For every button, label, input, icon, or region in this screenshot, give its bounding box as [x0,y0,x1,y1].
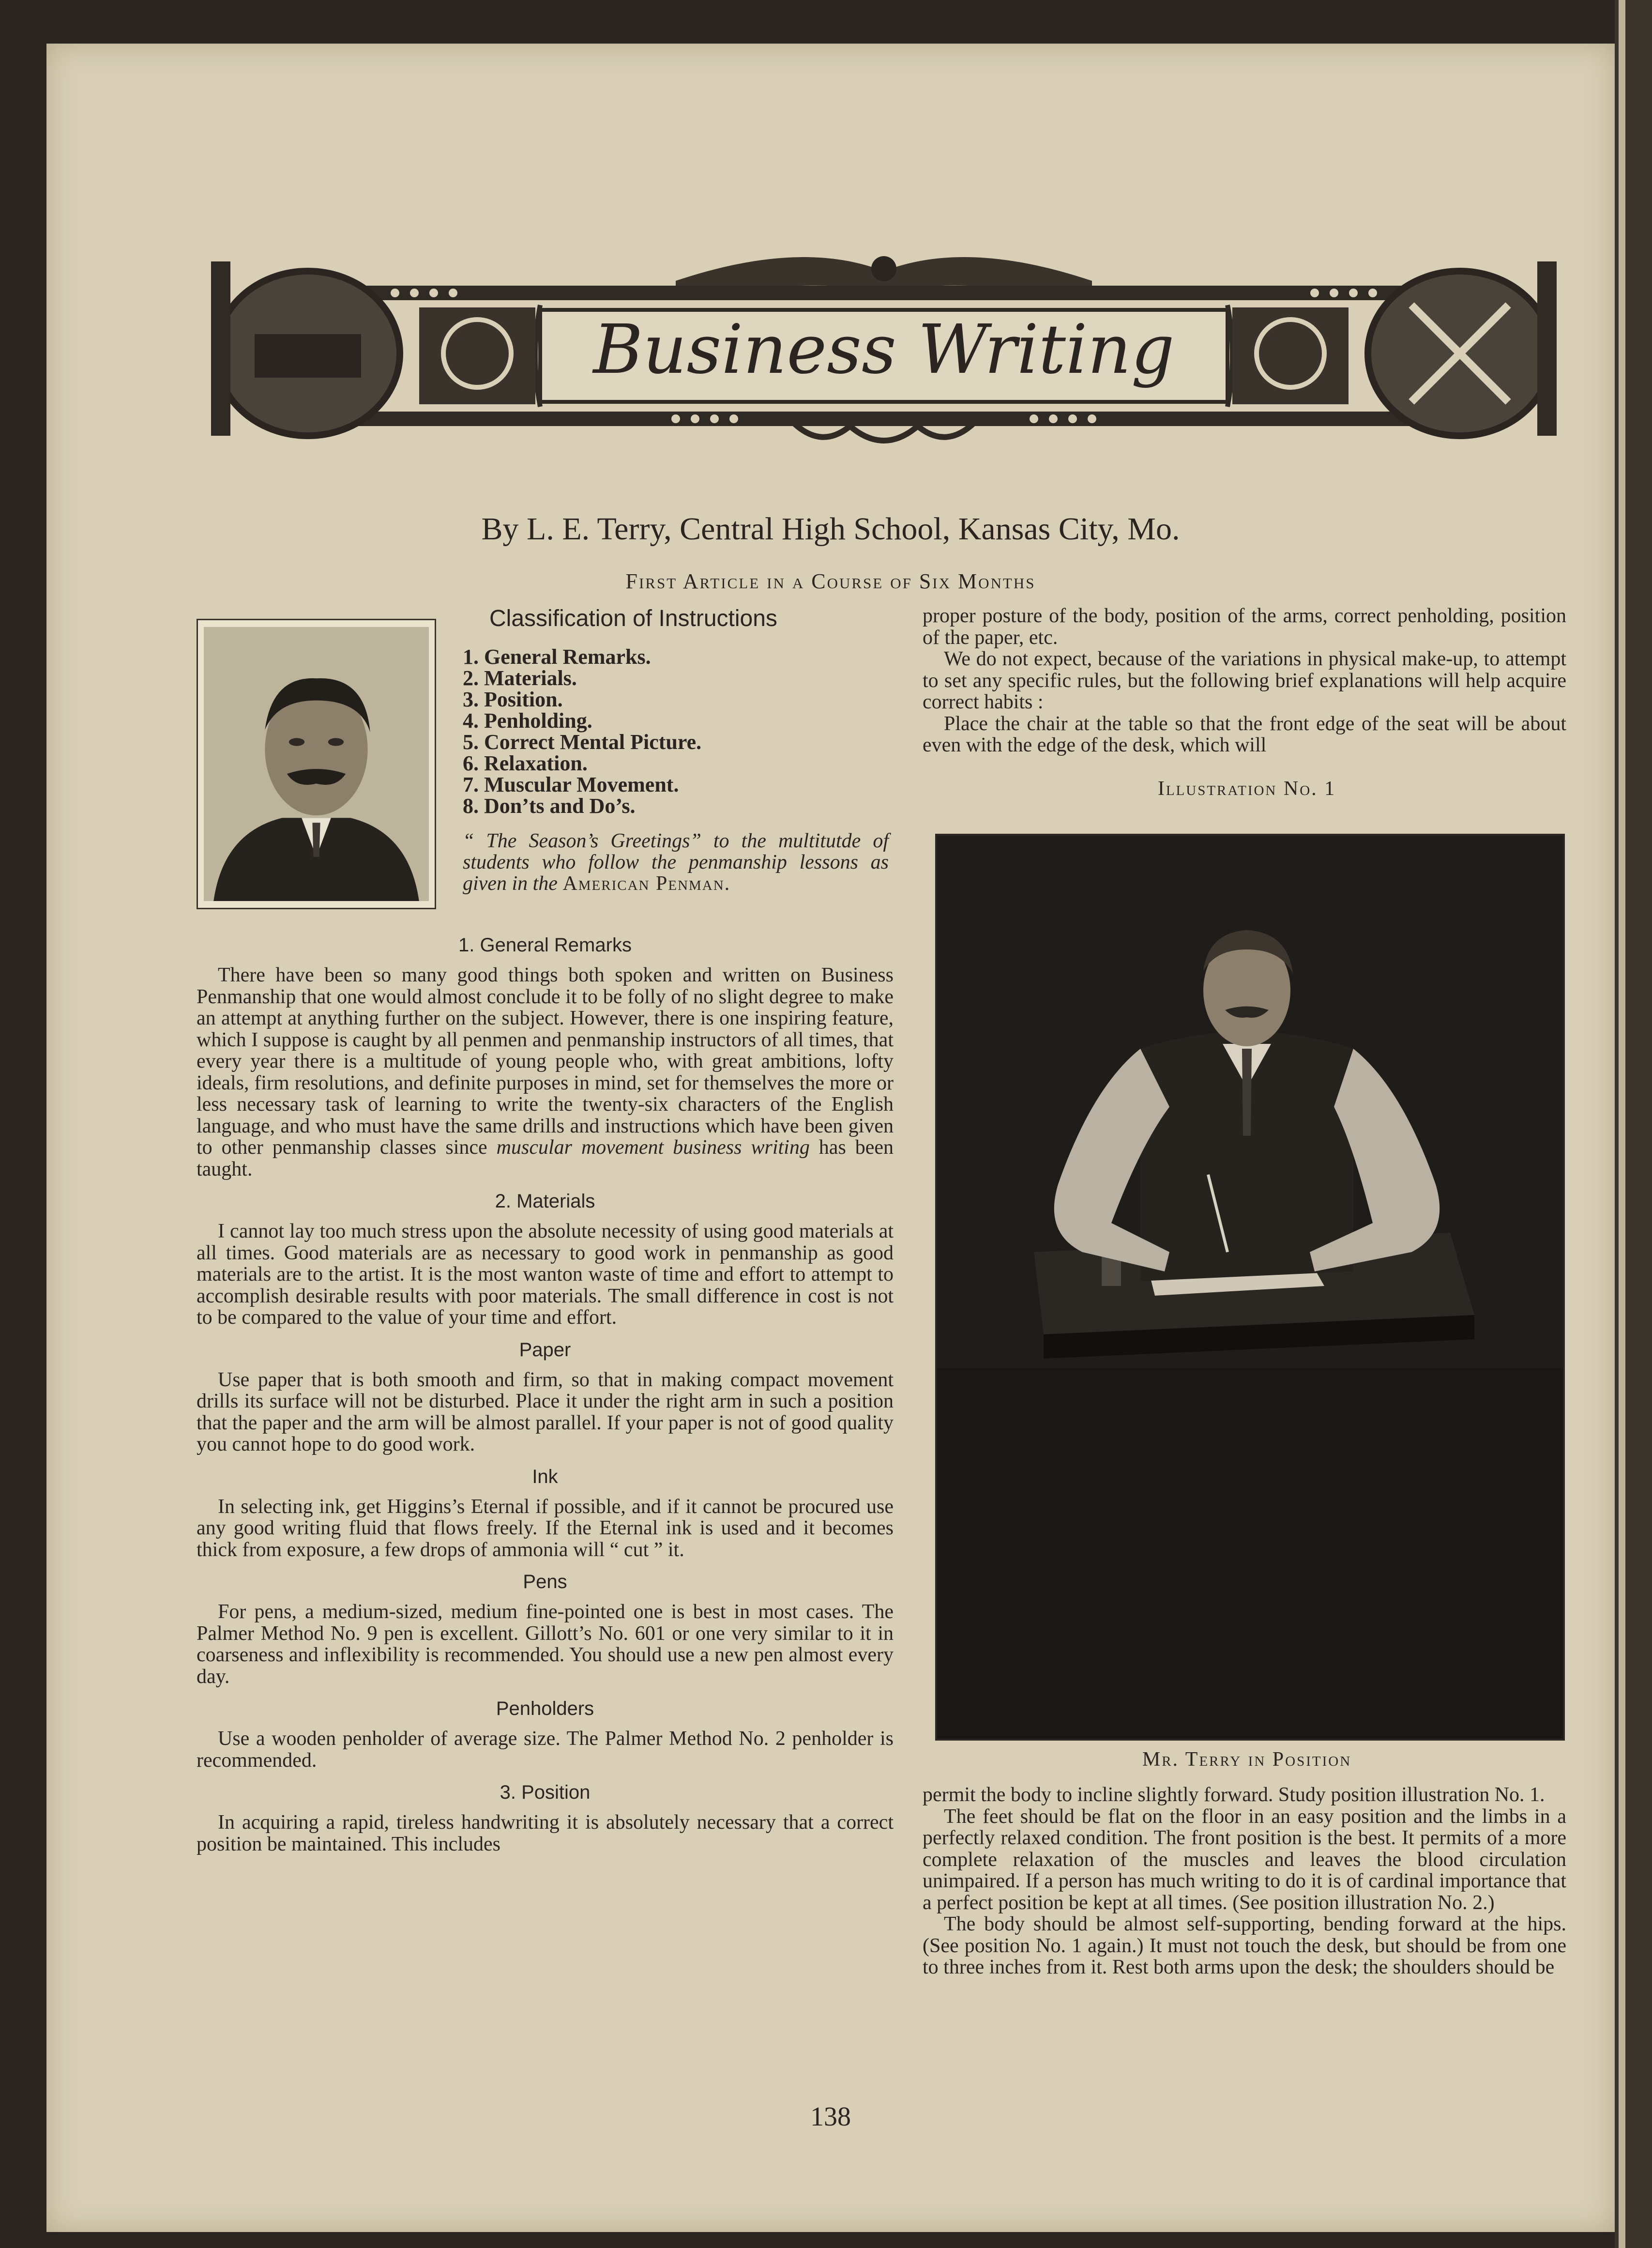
right-column-bottom [923,1784,1566,1978]
list-item: 3. Position. [463,688,563,711]
classification-block [463,605,889,894]
section-heading: 1. General Remarks [458,934,632,956]
paragraph: The body should be almost self-supporting, bending forward at the hips. (See position No. 1 again.) It must not touch the desk, but should be from one to three inches from it. Rest both arms upon the desk; the shoulders should be [923,1913,1566,1978]
paragraph: In acquiring a rapid, tireless handwriting it is absolutely necessary that a correct position be maintained. This includes [197,1811,894,1855]
greeting-text: “ The Season’s Greetings” to the multitutde of students who follow the penmanship lessons as given in the [463,830,889,895]
paragraph: There have been so many good things both spoken and written on Business Penmanship that one would almost conclude it to be folly of no slight degree to make an attempt at anything further on the subject. However, there is one inspiring feature, which I suppose is caught by all penmen and penmanship instructors of all times, that every year there is a multitude of young people who, with great ambitions, lofty ideals, firm resolutions, and definite purposes in mind, set for themselves the more or less necessary task of learning to write the twenty-six characters of the English language, and who must have the same drills and instructions which have been given to other penmanship classes since muscular movement business writing has been taught. [197,964,894,1180]
paragraph: permit the body to incline slightly forward. Study position illustration No. 1. [923,1784,1545,1806]
paragraph: The feet should be flat on the floor in an easy position and the limbs in a perfectly relaxed condition. The front position is the best. It permits of a more complete relaxation of the muscles and leaves the blood circulation unimpaired. If a person has much writing to do it is of cardinal importance that a perfect position be kept at all times. (See position illustration No. 2.) [923,1805,1566,1914]
list-item: 8. Don’ts and Do’s. [463,794,636,818]
series-subhead: First Article in a Course of Six Months [625,569,1036,593]
list-item: 2. Materials. [463,666,577,690]
illustration-label: Illustration No. 1 [1157,778,1336,800]
list-item: 5. Correct Mental Picture. [463,730,702,754]
classification-list [463,646,889,817]
list-item: 1. General Remarks. [463,645,651,669]
section-heading: Paper [519,1339,571,1361]
paragraph: In selecting ink, get Higgins’s Eternal if possible, and if it cannot be procured use any good writing fluid that flows freely. If the Eternal ink is used and it becomes thick from exposure, a few drops of ammonia will “ cut ” it. [197,1495,894,1561]
photo-mr-terry [935,834,1565,1741]
banner-title: Business Writing [593,310,1175,389]
section-heading: 2. Materials [495,1191,595,1212]
season-greeting [463,830,889,894]
section-heading: Pens [523,1571,567,1592]
author-portrait [197,619,436,909]
list-item: 4. Penholding. [463,709,592,733]
section-heading: 3. Position [500,1782,591,1803]
magazine-name: American Penman. [562,872,731,895]
paragraph: For pens, a medium-sized, medium fine-pointed one is best in most cases. The Palmer Method No. 9 pen is excellent. Gillott’s No. 601 or one very similar to it in coarseness and inflexibility is recommended. You should use a new pen almost every day. [197,1601,894,1688]
list-item: 7. Muscular Movement. [463,773,679,796]
magazine-page [46,44,1615,2232]
photo-caption: Mr. Terry in Position [1142,1748,1352,1771]
paragraph: Place the chair at the table so that the front edge of the seat will be about even with the edge of the desk, which will [923,712,1566,756]
right-column-top [923,605,1566,756]
section-heading: Ink [532,1466,558,1487]
page-number: 138 [810,2102,851,2132]
paragraph: proper posture of the body, position of the arms, correct penholding, position of the paper, etc. [923,605,1566,649]
classification-title: Classification of Instructions [489,606,777,631]
section-heading: Penholders [496,1698,594,1719]
paragraph: Use a wooden penholder of average size. The Palmer Method No. 2 penholder is recommended. [197,1728,894,1772]
left-column [197,934,894,1855]
header-banner [192,228,1576,479]
paragraph: We do not expect, because of the variations in physical make-up, to attempt to set any specific rules, but the following brief explanations will help acquire correct habits : [923,648,1566,713]
adjacent-page-edge [1615,0,1652,2248]
list-item: 6. Relaxation. [463,751,588,775]
paragraph: I cannot lay too much stress upon the absolute necessity of using good materials at all times. Good materials are as necessary to good work in penmanship as good materials are to the artist. It is the most wanton waste of time and effort to attempt to accomplish desirable results with poor materials. The small difference in cost is not to be compared to the value of your time and effort. [197,1220,894,1329]
byline: By L. E. Terry, Central High School, Kansas City, Mo. [481,511,1180,547]
paragraph: Use paper that is both smooth and firm, so that in making compact movement drills its surface will not be disturbed. Place it under the right arm in such a position that the paper and the arm will be almost parallel. If your paper is not of good quality you cannot hope to do good work. [197,1368,894,1455]
